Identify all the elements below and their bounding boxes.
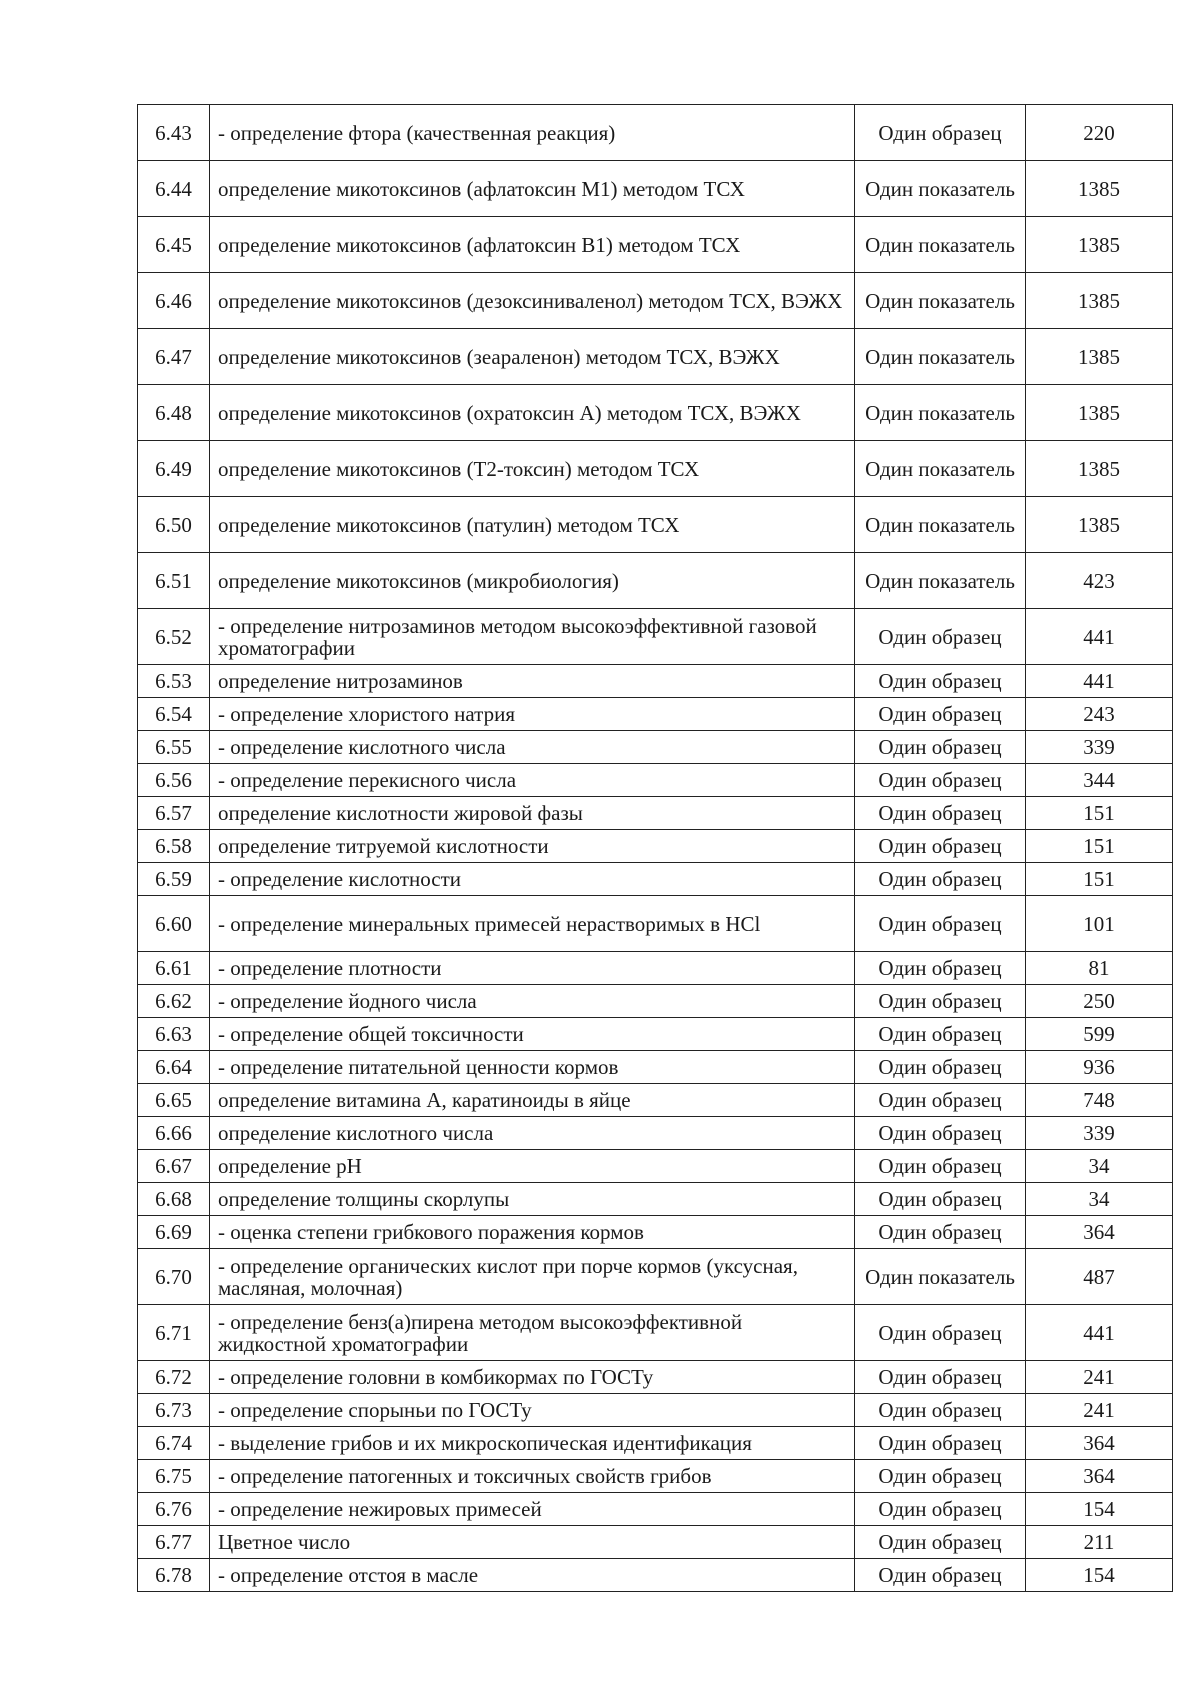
item-price: 344 (1026, 764, 1173, 797)
item-description: - определение питательной ценности кормов (210, 1051, 855, 1084)
item-price: 423 (1026, 553, 1173, 609)
item-number: 6.46 (138, 273, 210, 329)
item-description: определение микотоксинов (афлатоксин В1) методом ТСХ (210, 217, 855, 273)
item-description: определение микотоксинов (микробиология) (210, 553, 855, 609)
item-description: - определение отстоя в масле (210, 1559, 855, 1592)
table-row (138, 896, 1173, 952)
item-unit: Один образец (855, 1460, 1026, 1493)
item-price: 364 (1026, 1427, 1173, 1460)
item-number: 6.68 (138, 1183, 210, 1216)
table-row (138, 1305, 1173, 1361)
item-unit: Один образец (855, 830, 1026, 863)
item-unit: Один показатель (855, 161, 1026, 217)
item-price: 1385 (1026, 329, 1173, 385)
item-description: - определение головни в комбикормах по ГОСТу (210, 1361, 855, 1394)
item-price: 339 (1026, 1117, 1173, 1150)
item-number: 6.78 (138, 1559, 210, 1592)
item-description: Цветное число (210, 1526, 855, 1559)
item-unit: Один образец (855, 1305, 1026, 1361)
item-unit: Один показатель (855, 273, 1026, 329)
item-unit: Один показатель (855, 385, 1026, 441)
table-row (138, 797, 1173, 830)
item-number: 6.51 (138, 553, 210, 609)
item-description: - определение органических кислот при порче кормов (уксусная, масляная, молочная) (210, 1249, 855, 1305)
table-row (138, 161, 1173, 217)
item-price: 154 (1026, 1559, 1173, 1592)
item-number: 6.71 (138, 1305, 210, 1361)
item-description: определение микотоксинов (патулин) методом ТСХ (210, 497, 855, 553)
table-row (138, 985, 1173, 1018)
item-unit: Один образец (855, 1084, 1026, 1117)
item-unit: Один образец (855, 896, 1026, 952)
item-description: определение кислотности жировой фазы (210, 797, 855, 830)
item-price: 151 (1026, 863, 1173, 896)
item-price: 211 (1026, 1526, 1173, 1559)
item-unit: Один образец (855, 985, 1026, 1018)
item-unit: Один показатель (855, 329, 1026, 385)
table-row (138, 1117, 1173, 1150)
table-row (138, 863, 1173, 896)
item-description: определение нитрозаминов (210, 665, 855, 698)
item-price: 243 (1026, 698, 1173, 731)
item-unit: Один образец (855, 609, 1026, 665)
item-price: 1385 (1026, 161, 1173, 217)
item-unit: Один показатель (855, 497, 1026, 553)
item-unit: Один образец (855, 1051, 1026, 1084)
item-price: 936 (1026, 1051, 1173, 1084)
item-number: 6.63 (138, 1018, 210, 1051)
table-row (138, 764, 1173, 797)
item-description: - определение перекисного числа (210, 764, 855, 797)
item-price: 151 (1026, 797, 1173, 830)
item-unit: Один показатель (855, 441, 1026, 497)
item-description: определение титруемой кислотности (210, 830, 855, 863)
item-price: 1385 (1026, 273, 1173, 329)
item-number: 6.49 (138, 441, 210, 497)
item-unit: Один образец (855, 105, 1026, 161)
table-row (138, 329, 1173, 385)
item-price: 1385 (1026, 217, 1173, 273)
item-unit: Один образец (855, 1526, 1026, 1559)
item-unit: Один образец (855, 1150, 1026, 1183)
item-description: - определение минеральных примесей нерастворимых в HCl (210, 896, 855, 952)
item-unit: Один образец (855, 698, 1026, 731)
item-number: 6.59 (138, 863, 210, 896)
item-unit: Один образец (855, 1018, 1026, 1051)
table-row (138, 731, 1173, 764)
item-price: 241 (1026, 1394, 1173, 1427)
item-number: 6.54 (138, 698, 210, 731)
item-number: 6.69 (138, 1216, 210, 1249)
item-price: 1385 (1026, 441, 1173, 497)
item-number: 6.75 (138, 1460, 210, 1493)
item-number: 6.67 (138, 1150, 210, 1183)
item-price: 1385 (1026, 385, 1173, 441)
item-number: 6.76 (138, 1493, 210, 1526)
item-price: 34 (1026, 1150, 1173, 1183)
item-description: определение pH (210, 1150, 855, 1183)
table-row (138, 1183, 1173, 1216)
item-number: 6.72 (138, 1361, 210, 1394)
item-number: 6.50 (138, 497, 210, 553)
item-unit: Один образец (855, 1361, 1026, 1394)
item-description: - оценка степени грибкового поражения кормов (210, 1216, 855, 1249)
item-price: 220 (1026, 105, 1173, 161)
item-unit: Один образец (855, 797, 1026, 830)
item-description: - определение йодного числа (210, 985, 855, 1018)
price-table (137, 104, 1173, 1592)
table-row (138, 698, 1173, 731)
item-number: 6.45 (138, 217, 210, 273)
table-row (138, 1216, 1173, 1249)
item-description: определение микотоксинов (Т2-токсин) методом ТСХ (210, 441, 855, 497)
item-price: 441 (1026, 665, 1173, 698)
item-unit: Один образец (855, 1216, 1026, 1249)
table-row (138, 830, 1173, 863)
table-row (138, 1493, 1173, 1526)
item-unit: Один образец (855, 665, 1026, 698)
item-price: 154 (1026, 1493, 1173, 1526)
item-price: 364 (1026, 1460, 1173, 1493)
item-unit: Один образец (855, 764, 1026, 797)
item-description: - выделение грибов и их микроскопическая идентификация (210, 1427, 855, 1460)
item-unit: Один образец (855, 1427, 1026, 1460)
item-number: 6.57 (138, 797, 210, 830)
item-number: 6.73 (138, 1394, 210, 1427)
item-price: 101 (1026, 896, 1173, 952)
item-description: определение толщины скорлупы (210, 1183, 855, 1216)
item-description: - определение нитрозаминов методом высокоэффективной газовой хроматографии (210, 609, 855, 665)
item-description: определение микотоксинов (зеараленон) методом ТСХ, ВЭЖХ (210, 329, 855, 385)
item-unit: Один образец (855, 1394, 1026, 1427)
item-number: 6.77 (138, 1526, 210, 1559)
table-row (138, 1460, 1173, 1493)
table-row (138, 273, 1173, 329)
item-description: определение микотоксинов (охратоксин А) методом ТСХ, ВЭЖХ (210, 385, 855, 441)
item-price: 441 (1026, 609, 1173, 665)
item-price: 339 (1026, 731, 1173, 764)
table-row (138, 441, 1173, 497)
table-row (138, 1427, 1173, 1460)
item-price: 81 (1026, 952, 1173, 985)
item-unit: Один показатель (855, 1249, 1026, 1305)
table-row (138, 105, 1173, 161)
item-description: определение витамина А, каратиноиды в яйце (210, 1084, 855, 1117)
item-number: 6.70 (138, 1249, 210, 1305)
item-number: 6.47 (138, 329, 210, 385)
table-row (138, 665, 1173, 698)
item-price: 151 (1026, 830, 1173, 863)
item-description: определение микотоксинов (дезоксиниваленол) методом ТСХ, ВЭЖХ (210, 273, 855, 329)
item-description: - определение кислотности (210, 863, 855, 896)
price-table-body (138, 105, 1173, 1592)
item-unit: Один показатель (855, 217, 1026, 273)
item-description: - определение спорыньи по ГОСТу (210, 1394, 855, 1427)
table-row (138, 553, 1173, 609)
item-price: 250 (1026, 985, 1173, 1018)
item-number: 6.58 (138, 830, 210, 863)
item-number: 6.62 (138, 985, 210, 1018)
table-row (138, 952, 1173, 985)
item-number: 6.53 (138, 665, 210, 698)
item-unit: Один образец (855, 952, 1026, 985)
item-price: 487 (1026, 1249, 1173, 1305)
item-description: определение микотоксинов (афлатоксин М1) методом ТСХ (210, 161, 855, 217)
item-price: 364 (1026, 1216, 1173, 1249)
item-number: 6.48 (138, 385, 210, 441)
item-number: 6.44 (138, 161, 210, 217)
item-unit: Один образец (855, 1183, 1026, 1216)
table-row (138, 609, 1173, 665)
item-unit: Один образец (855, 1493, 1026, 1526)
item-number: 6.61 (138, 952, 210, 985)
item-number: 6.74 (138, 1427, 210, 1460)
item-number: 6.55 (138, 731, 210, 764)
table-row (138, 1249, 1173, 1305)
item-description: - определение хлористого натрия (210, 698, 855, 731)
table-row (138, 1018, 1173, 1051)
item-description: определение кислотного числа (210, 1117, 855, 1150)
table-row (138, 1051, 1173, 1084)
item-description: - определение патогенных и токсичных свойств грибов (210, 1460, 855, 1493)
table-row (138, 1150, 1173, 1183)
item-price: 1385 (1026, 497, 1173, 553)
table-row (138, 1526, 1173, 1559)
item-price: 599 (1026, 1018, 1173, 1051)
item-description: - определение фтора (качественная реакция) (210, 105, 855, 161)
item-description: - определение общей токсичности (210, 1018, 855, 1051)
item-number: 6.60 (138, 896, 210, 952)
item-unit: Один показатель (855, 553, 1026, 609)
item-number: 6.65 (138, 1084, 210, 1117)
item-price: 241 (1026, 1361, 1173, 1394)
item-price: 441 (1026, 1305, 1173, 1361)
item-description: - определение кислотного числа (210, 731, 855, 764)
item-unit: Один образец (855, 731, 1026, 764)
table-row (138, 1084, 1173, 1117)
item-price: 34 (1026, 1183, 1173, 1216)
item-description: - определение плотности (210, 952, 855, 985)
item-unit: Один образец (855, 1559, 1026, 1592)
item-description: - определение бенз(а)пирена методом высокоэффективной жидкостной хроматографии (210, 1305, 855, 1361)
item-unit: Один образец (855, 863, 1026, 896)
item-number: 6.64 (138, 1051, 210, 1084)
table-row (138, 217, 1173, 273)
table-row (138, 1559, 1173, 1592)
table-row (138, 1361, 1173, 1394)
item-description: - определение нежировых примесей (210, 1493, 855, 1526)
item-price: 748 (1026, 1084, 1173, 1117)
item-number: 6.43 (138, 105, 210, 161)
item-number: 6.66 (138, 1117, 210, 1150)
item-number: 6.52 (138, 609, 210, 665)
item-number: 6.56 (138, 764, 210, 797)
table-row (138, 385, 1173, 441)
item-unit: Один образец (855, 1117, 1026, 1150)
table-row (138, 497, 1173, 553)
table-row (138, 1394, 1173, 1427)
